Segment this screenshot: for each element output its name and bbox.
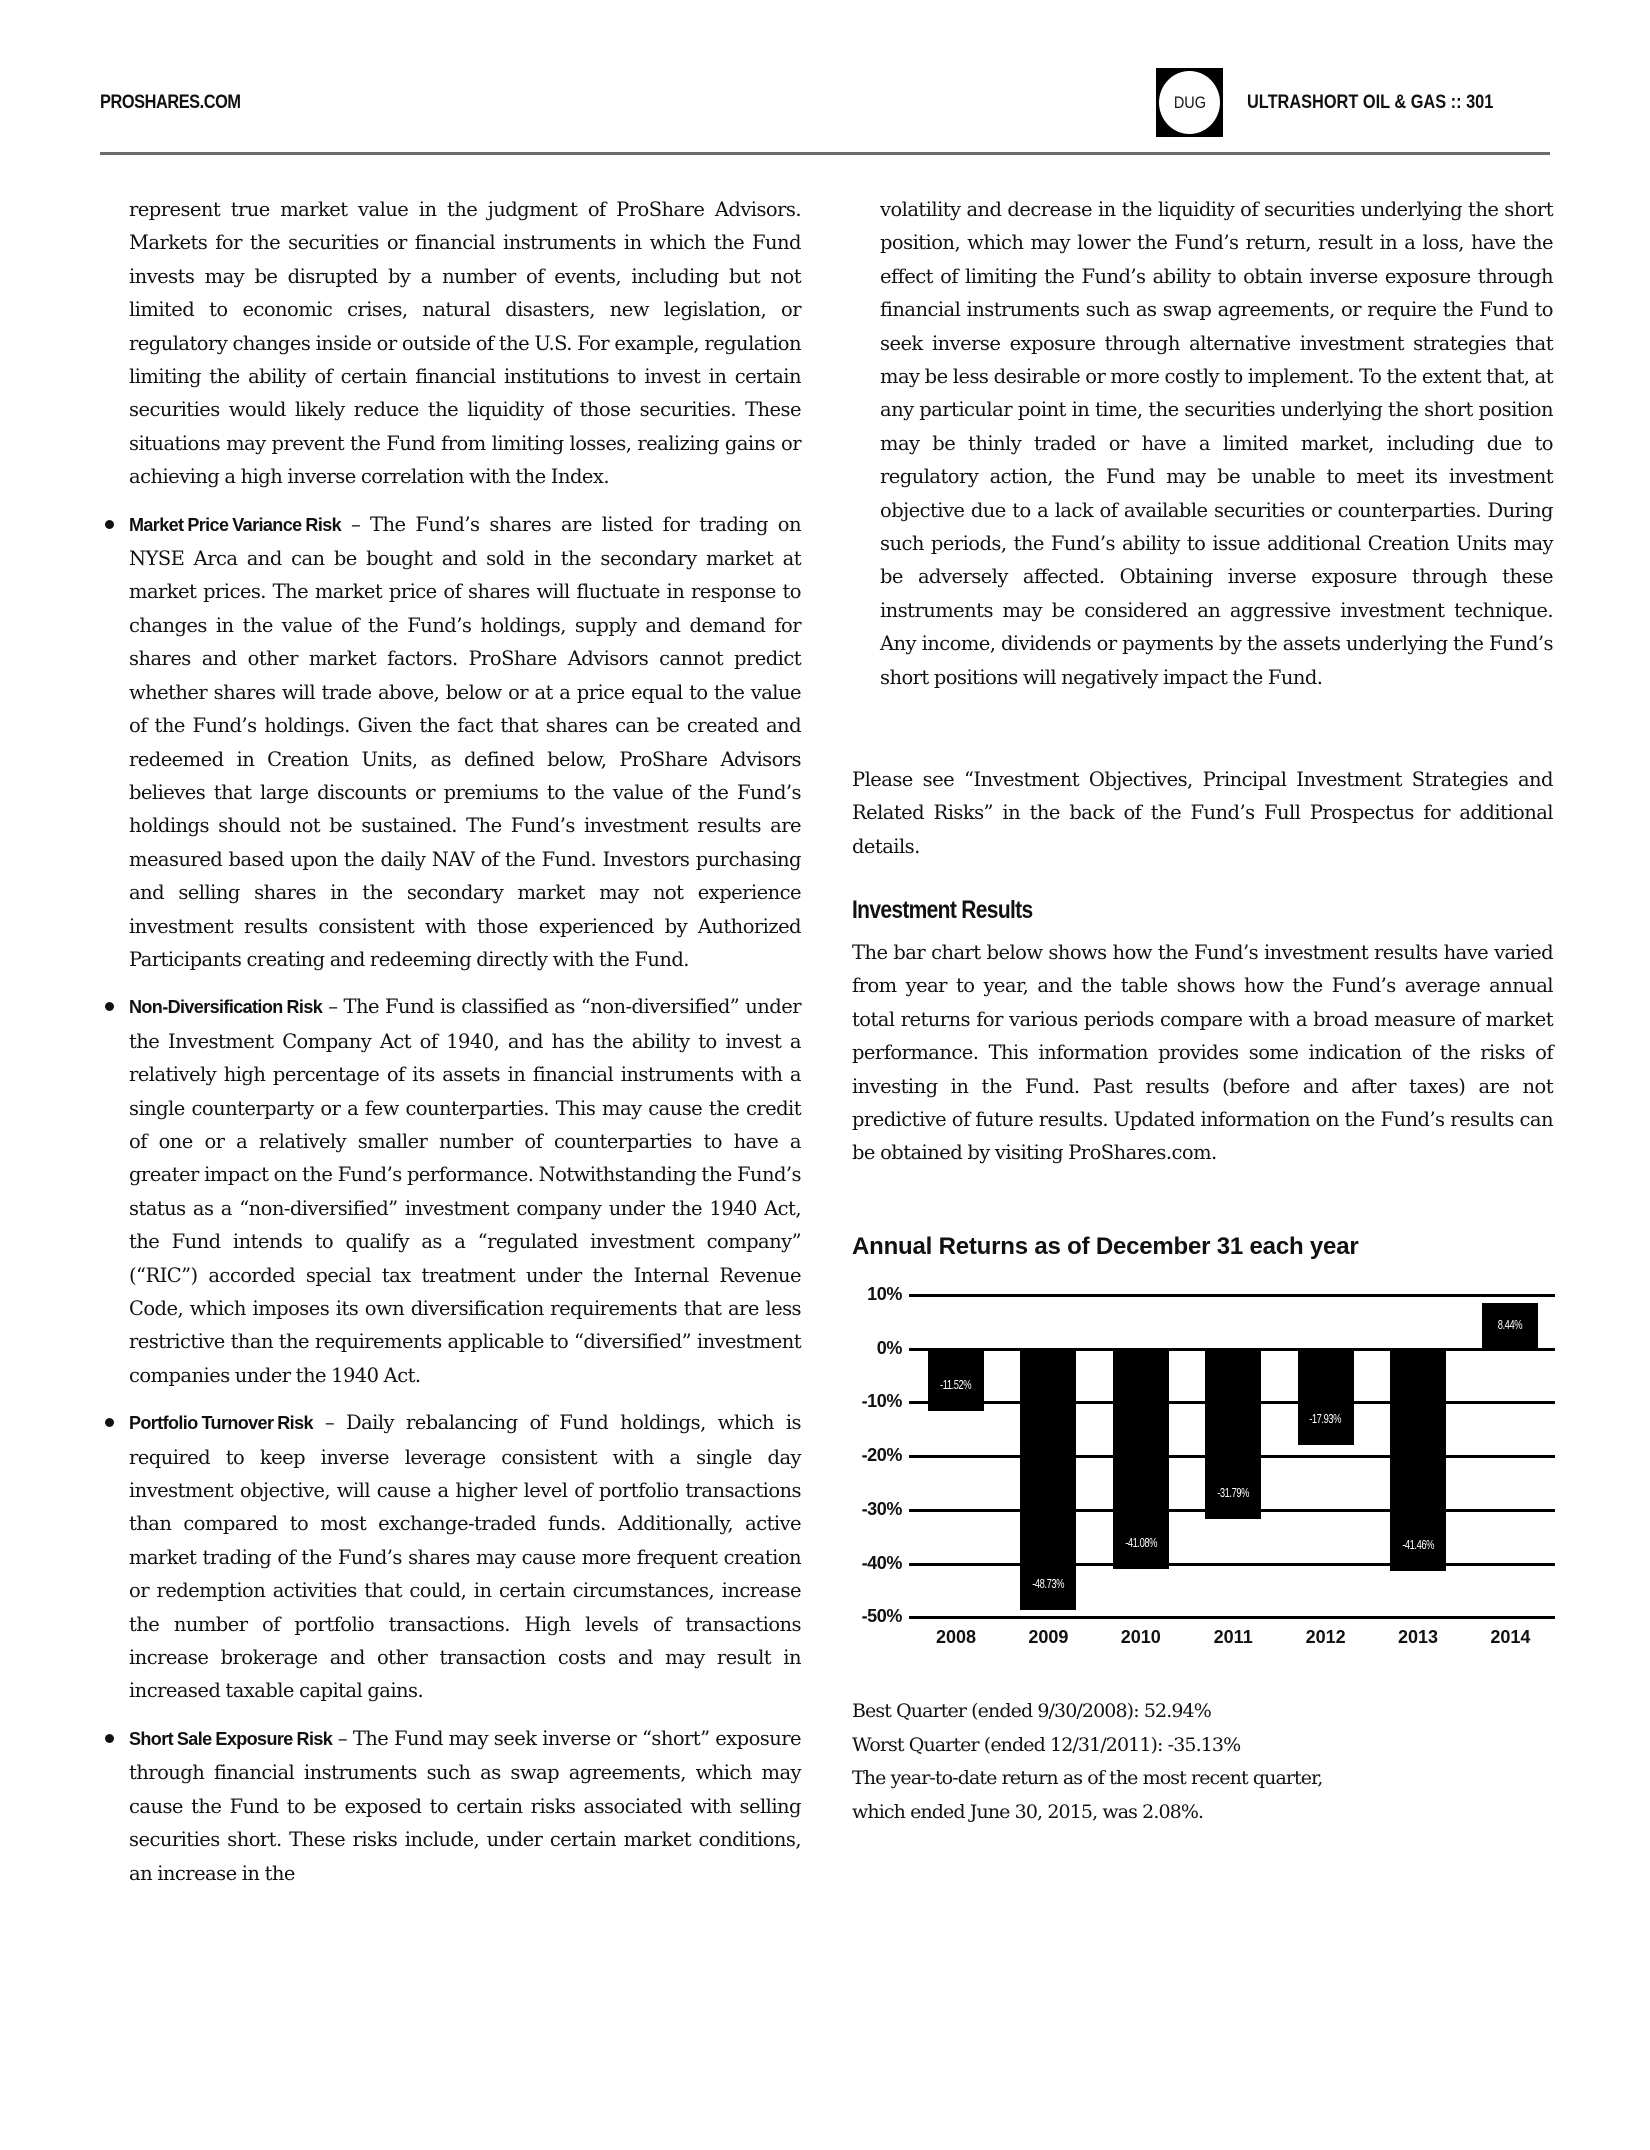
bullet-icon: [105, 1002, 114, 1011]
fund-page-title: ULTRASHORT OIL & GAS :: 301: [1247, 92, 1494, 113]
performance-notes: [852, 1695, 1552, 1829]
bar-2014: [1482, 1303, 1538, 1348]
x-tick-label: 2011: [1213, 1627, 1253, 1648]
ticker-badge-label: DUG: [1173, 92, 1206, 112]
worst-quarter: Worst Quarter (ended 12/31/2011): -35.13%: [852, 1733, 1241, 1756]
bar-value-label: -31.79%: [1217, 1485, 1250, 1501]
bar-value-label: 8.44%: [1498, 1317, 1523, 1333]
risk-dash: –: [341, 512, 371, 536]
x-tick-label: 2013: [1397, 1627, 1439, 1648]
risk-title: Market Price Variance Risk: [129, 514, 342, 535]
intro-paragraph: represent true market value in the judgment of ProShare Advisors. Markets for the securities or financial instruments in which the Fund invests may be disrupted by a number of events, including but not limited to economic crises, natural disasters, new legislation, or regulatory changes inside or outside of the U.S. For example, regulation limiting the ability of certain financial institutions to invest in certain securities would likely reduce the liquidity of those securities. These situations may prevent the Fund from limiting losses, realizing gains or achieving a high inverse correlation with the Index.: [129, 198, 801, 489]
bar-2009: [1020, 1349, 1076, 1611]
risk-dash: –: [332, 1726, 353, 1750]
ticker-badge: [1156, 68, 1223, 137]
left-column: [129, 193, 801, 1890]
risk-text: The Fund’s shares are listed for trading on NYSE Arca and can be bought and sold in the secondary market at market prices. The market price of shares will fluctuate in response to changes in the value of the Fund’s holdings, supply and demand for shares and other market factors. ProShare Advisors cannot predict whether shares will trade above, below or at a price equal to the value of the Fund’s holdings. Given the fact that shares can be created and redeemed in Creation Units, as defined below, ProShare Advisors believes that large discounts or premiums to the value of the Fund’s holdings should not be sustained. The Fund’s investment results are measured based upon the daily NAV of the Fund. Investors purchasing and selling shares in the secondary market may not experience investment results consistent with those experienced by Authorized Participants creating and redeeming directly with the Fund.: [129, 512, 801, 971]
gridline: [909, 1616, 1555, 1619]
risk-text: The Fund is classified as “non-diversified” under the Investment Company Act of 1940, and has the ability to invest a relatively high percentage of its assets in financial instruments with a single counterparty or a few counterparties. This may cause the credit of one or a relatively smaller number of counterparties to have a greater impact on the Fund’s performance. Notwithstanding the Fund’s status as a “non-diversified” investment company under the 1940 Act, the Fund intends to qualify as a “regulated investment company” (“RIC”) accorded special tax treatment under the Internal Revenue Code, which imposes its own diversification requirements that are less restrictive than the requirements applicable to “diversified” investment companies under the 1940 Act.: [129, 995, 801, 1387]
risk-bullet-short-sale-exposure: [129, 1722, 801, 1890]
bar-value-label: -11.52%: [940, 1376, 972, 1392]
risk-dash: –: [322, 995, 344, 1019]
y-tick-label: -30%: [861, 1498, 902, 1519]
risk-title: Portfolio Turnover Risk: [129, 1413, 313, 1434]
right-column-continued: [880, 193, 1553, 694]
risk-title: Non-Diversification Risk: [129, 997, 323, 1018]
risk-bullet-market-price-variance: [129, 508, 801, 977]
risk-bullet-non-diversification: [129, 990, 801, 1392]
bar-value-label: -41.08%: [1124, 1535, 1157, 1551]
x-tick-label: 2009: [1028, 1627, 1069, 1648]
annual-returns-bar-chart: [840, 1280, 1560, 1660]
ytd-return-line-2: which ended June 30, 2015, was 2.08%.: [852, 1800, 1204, 1823]
risk-text: Daily rebalancing of Fund holdings, which is required to keep inverse leverage consistent with a single day investment objective, will cause a higher level of portfolio transactions than compared to most exchange-traded funds. Additionally, active market trading of the Fund’s shares may cause more frequent creation or redemption activities that could, in certain circumstances, increase the number of portfolio transactions. High levels of transactions increase brokerage and other transaction costs and may result in increased taxable capital gains.: [129, 1411, 801, 1703]
bullet-icon: [105, 520, 114, 529]
ytd-return-line-1: The year-to-date return as of the most recent quarter,: [852, 1767, 1323, 1789]
ticker-badge-circle-icon: [1159, 71, 1220, 134]
header-rule: [100, 152, 1550, 155]
gridline: [909, 1563, 1555, 1566]
best-quarter: Best Quarter (ended 9/30/2008): 52.94%: [852, 1700, 1211, 1722]
y-tick-label: -10%: [861, 1391, 902, 1412]
bullet-icon: [105, 1734, 114, 1743]
x-tick-label: 2008: [935, 1627, 977, 1648]
see-also-paragraph: Please see “Investment Objectives, Principal Investment Strategies and Related Risks” in the back of the Fund’s Full Prospectus for additional details.: [852, 768, 1553, 858]
risk-text: The Fund may seek inverse or “short” exposure through financial instruments such as swap agreements, which may cause the Fund to be exposed to certain risks associated with selling securities short. These risks include, under certain market conditions, an increase in the: [129, 1726, 801, 1885]
y-tick-label: -40%: [861, 1552, 902, 1573]
y-tick-label: 10%: [867, 1284, 902, 1304]
bar-2011: [1205, 1349, 1261, 1520]
bar-2010: [1113, 1349, 1169, 1570]
right-column-results-body: [852, 936, 1553, 1170]
risk-bullet-portfolio-turnover: [129, 1406, 801, 1708]
bullet-icon: [105, 1418, 114, 1427]
y-tick-label: -20%: [861, 1445, 902, 1466]
bar-value-label: -48.73%: [1032, 1576, 1065, 1592]
site-name: PROSHARES.COM: [100, 92, 241, 113]
x-tick-label: 2012: [1305, 1627, 1346, 1648]
bar-value-label: -41.46%: [1402, 1537, 1434, 1553]
risk-dash: –: [312, 1411, 347, 1435]
x-tick-label: 2014: [1490, 1627, 1531, 1648]
gridline: [909, 1294, 1555, 1297]
risk-title: Short Sale Exposure Risk: [129, 1728, 333, 1749]
bar-2008: [928, 1349, 984, 1411]
y-tick-label: 0%: [876, 1337, 902, 1358]
y-tick-label: -50%: [861, 1606, 902, 1627]
chart-title: Annual Returns as of December 31 each year: [852, 1233, 1359, 1260]
bar-2013: [1390, 1349, 1446, 1572]
right-column-see-also: [852, 763, 1553, 863]
x-tick-label: 2010: [1120, 1627, 1161, 1648]
section-heading: Investment Results: [852, 896, 1033, 924]
bar-value-label: -17.93%: [1309, 1410, 1342, 1426]
bar-2012: [1298, 1349, 1354, 1445]
continued-paragraph: volatility and decrease in the liquidity of securities underlying the short position, which may lower the Fund’s return, result in a loss, have the effect of limiting the Fund’s ability to obtain inverse exposure through financial instruments such as swap agreements, or require the Fund to seek inverse exposure through alternative investment strategies that may be less desirable or more costly to implement. To the extent that, at any particular point in time, the securities underlying the short position may be thinly traded or have a limited market, including due to regulatory action, the Fund may be unable to meet its investment objective due to a lack of available securities or counterparties. During such periods, the Fund’s ability to issue additional Creation Units may be adversely affected. Obtaining inverse exposure through these instruments may be considered an aggressive investment technique. Any income, dividends or payments by the assets underlying the Fund’s short positions will negatively impact the Fund.: [880, 198, 1553, 689]
results-paragraph: The bar chart below shows how the Fund’s investment results have varied from year to year, and the table shows how the Fund’s average annual total returns for various periods compare with a broad measure of market performance. This information provides some indication of the risks of investing in the Fund. Past results (before and after taxes) are not predictive of future results. Updated information on the Fund’s results can be obtained by visiting ProShares.com.: [852, 941, 1553, 1165]
